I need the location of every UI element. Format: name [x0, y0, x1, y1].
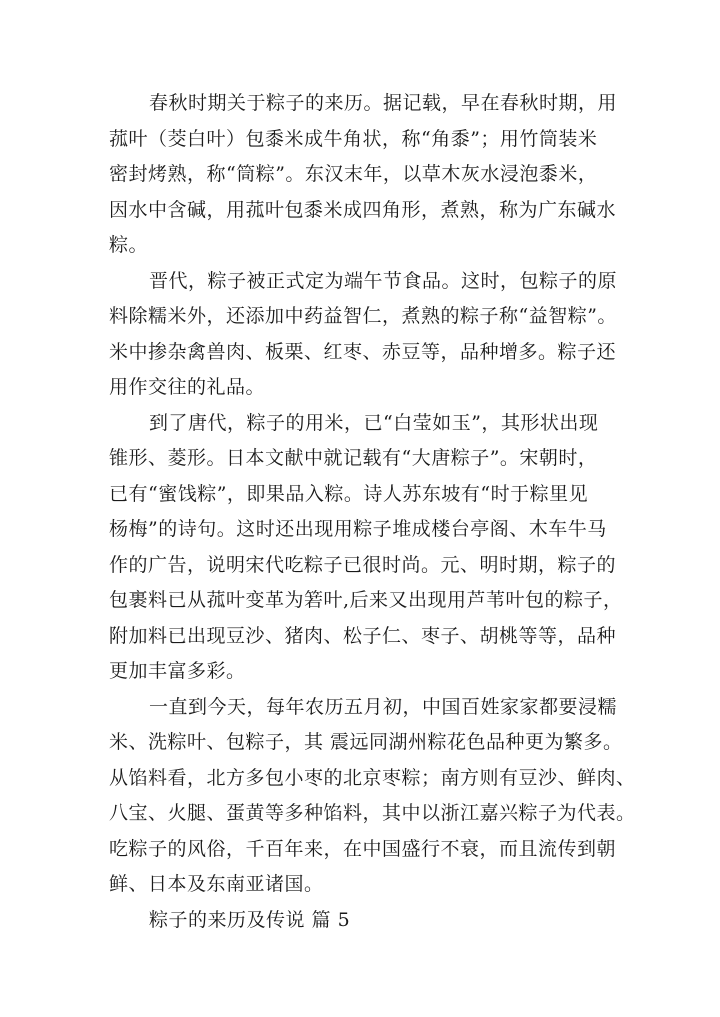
paragraph-tang-song-dynasty	[109, 406, 629, 690]
text-line: 菰叶（茭白叶）包黍米成牛角状，称“角黍”；用竹筒装米	[109, 127, 598, 150]
paragraph-spring-autumn	[109, 86, 629, 264]
text-line: 锥形、菱形。日本文献中就记载有“大唐粽子”。宋朝时，	[109, 447, 598, 469]
text-line: 附加料已出现豆沙、猪肉、松子仁、枣子、胡桃等等，品种	[109, 624, 617, 647]
text-line: 从馅料看，北方多包小枣的北京枣粽；南方则有豆沙、鲜肉、	[109, 766, 636, 789]
text-line: 八宝、火腿、蛋黄等多种馅料，其中以浙江嘉兴粽子为代表。	[109, 802, 636, 824]
text-line: 用作交往的礼品。	[109, 376, 266, 398]
text-line: 已有“蜜饯粽”，即果品入粽。诗人苏东坡有“时于粽里见	[109, 482, 589, 505]
text-line: 春秋时期关于粽子的来历。据记载，早在春秋时期，用	[149, 92, 618, 114]
text-line: 更加丰富多彩。	[109, 660, 246, 682]
text-line: 密封烤熟，称“筒粽”。东汉末年，以草木灰水浸泡黍米，	[109, 163, 598, 185]
text-line: 一直到今天，每年农历五月初，中国百姓家家都要浸糯	[149, 695, 618, 718]
text-line: 米、洗粽叶、包粽子，其 震远同湖州粽花色品种更为繁多。	[109, 731, 623, 753]
text-line: 包裹料已从菰叶变革为箬叶,后来又出现用芦苇叶包的粽子，	[109, 589, 623, 611]
text-line: 晋代，粽子被正式定为端午节食品。这时，包粽子的原	[149, 269, 618, 292]
text-line: 鲜、日本及东南亚诸国。	[109, 873, 324, 895]
section-heading: 粽子的来历及传说 篇 5	[149, 908, 351, 931]
paragraph-jin-dynasty	[109, 264, 629, 406]
text-line: 因水中含碱，用菰叶包黍米成四角形，煮熟，称为广东碱水	[109, 198, 617, 221]
text-line: 料除糯米外，还添加中药益智仁，煮熟的粽子称“益智粽”。	[109, 305, 617, 327]
text-line: 吃粽子的风俗，千百年来，在中国盛行不衰，而且流传到朝	[109, 837, 617, 860]
text-line: 米中掺杂禽兽肉、板栗、红枣、赤豆等，品种增多。粽子还	[109, 340, 617, 363]
text-line: 粽。	[109, 234, 149, 256]
text-line: 杨梅”的诗句。这时还出现用粽子堆成楼台亭阁、木车牛马	[109, 518, 607, 540]
paragraph-modern-day	[109, 690, 636, 903]
text-line: 到了唐代，粽子的用米，已“白莹如玉”，其形状出现	[149, 411, 599, 434]
document-body	[109, 86, 636, 938]
text-line: 作的广告，说明宋代吃粽子已很时尚。元、明时期，粽子的	[109, 553, 617, 576]
